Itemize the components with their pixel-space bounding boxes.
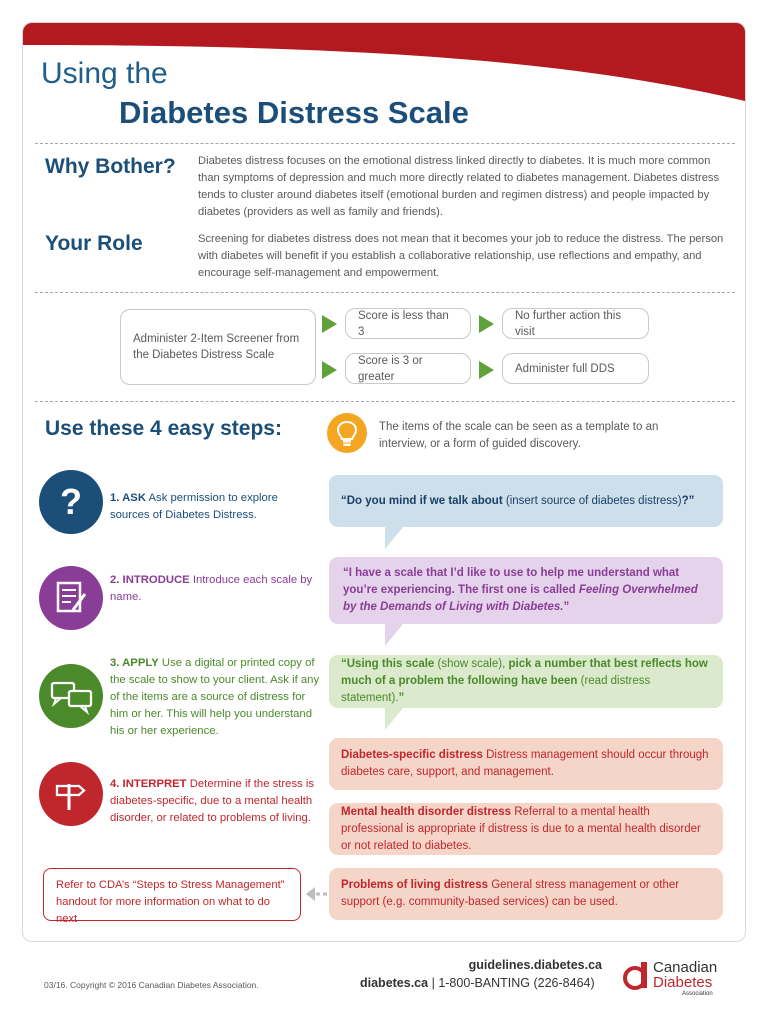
- interpret-title: Mental health disorder distress: [341, 805, 511, 818]
- divider: [35, 401, 735, 402]
- step-apply-text: Use a digital or printed copy of the scale to show to your client. Ask if any of the items are a source of distress for him or her. This will help you understand his or her experience.: [110, 657, 320, 737]
- step-interpret: [110, 776, 320, 827]
- introduce-bubble: [329, 557, 723, 624]
- flow-arrow: [479, 361, 494, 379]
- svg-text:?: ?: [60, 481, 82, 522]
- introduce-bubble-end: ”: [563, 601, 570, 613]
- refer-box: Refer to CDA’s “Steps to Stress Management” handout for more information on what to do next: [43, 868, 301, 921]
- ask-bubble-normal: (insert source of diabetes distress): [505, 494, 682, 507]
- interpret-box-living: [329, 868, 723, 920]
- guidelines-link[interactable]: guidelines.diabetes.ca: [468, 958, 602, 972]
- flow-condition-low: Score is less than 3: [345, 308, 471, 339]
- step-ask: [110, 490, 320, 524]
- interpret-box-diabetes: [329, 738, 723, 790]
- interpret-text: Referral to a mental health professional is appropriate if distress is due to a mental health disorder or not related to diabetes.: [341, 805, 701, 852]
- handout-card: [22, 22, 746, 942]
- logo-line-2: Diabetes: [653, 974, 713, 991]
- step-apply: [110, 655, 320, 740]
- apply-bubble-bold-2: pick a number that best reflects how much of a problem the following have been: [341, 658, 708, 687]
- cda-logo: [622, 960, 732, 1005]
- apply-bubble-bold-1: “Using this scale: [341, 658, 435, 670]
- bubble-tail: [385, 624, 403, 646]
- signpost-icon: [39, 762, 103, 826]
- speech-bubbles-icon: [39, 664, 103, 728]
- your-role-text: Screening for diabetes distress does not mean that it becomes your job to reduce the distress. The person with diabetes will benefit if you establish a collaborative relationship, use reflections and empathy, and encourage self-management and empowerment.: [198, 233, 724, 279]
- step-introduce: [110, 572, 320, 606]
- interpret-title: Problems of living distress: [341, 879, 488, 891]
- question-icon: [39, 470, 103, 534]
- lightbulb-icon: [327, 413, 367, 453]
- why-bother-heading: Why Bother?: [45, 155, 176, 178]
- document-pen-icon: [39, 566, 103, 630]
- interpret-box-mental: [329, 803, 723, 855]
- bubble-tail: [385, 527, 403, 549]
- your-role-heading: Your Role: [45, 232, 143, 255]
- ask-bubble-end: ?”: [681, 494, 695, 507]
- flow-start-box: Administer 2-Item Screener from the Diabetes Distress Scale: [120, 309, 316, 385]
- flow-action-none: No further action this visit: [502, 308, 649, 339]
- ask-bubble: [329, 475, 723, 527]
- contact-line: [360, 976, 595, 990]
- flow-condition-high: Score is 3 or greater: [345, 353, 471, 384]
- apply-bubble-end: ”: [398, 692, 405, 704]
- step-introduce-label: 2. INTRODUCE: [110, 574, 190, 586]
- introduce-bubble-italic: Feeling Overwhelmed by the Demands of Living with Diabetes.: [343, 584, 698, 613]
- why-bother-text: Diabetes distress focuses on the emotional distress linked directly to diabetes. It is much more common than symptoms of depression and much more directly related to diabetes management. Diabetes distress tends to cluster around diabetes itself (emotional burden and regimen distress) and people impacted by diabetes (providers as well as family and friends).: [198, 155, 720, 218]
- introduce-bubble-bold: “I have a scale that I’d like to use to help me understand what you’re experiencing. The first one is called: [343, 567, 680, 596]
- bubble-tail: [385, 708, 403, 730]
- apply-bubble: [329, 655, 723, 708]
- dashed-arrow-left-icon: [306, 885, 330, 903]
- title-line-1: Using the: [41, 57, 168, 90]
- ask-bubble-bold: “Do you mind if we talk about: [341, 494, 503, 507]
- divider: [35, 292, 735, 293]
- steps-heading: Use these 4 easy steps:: [45, 417, 282, 440]
- apply-bubble-normal-2: (read distress statement).: [341, 675, 651, 704]
- separator: |: [431, 976, 435, 990]
- flow-action-full: Administer full DDS: [502, 353, 649, 384]
- logo-line-1: Canadian: [653, 959, 718, 976]
- interpret-title: Diabetes-specific distress: [341, 749, 483, 761]
- step-ask-text: Ask permission to explore sources of Diabetes Distress.: [110, 492, 278, 521]
- logo-line-3: Association: [682, 991, 713, 997]
- step-apply-label: 3. APPLY: [110, 657, 159, 669]
- apply-bubble-normal-1: (show scale),: [437, 658, 506, 670]
- copyright: 03/16. Copyright © 2016 Canadian Diabetes Association.: [44, 980, 259, 990]
- interpret-text: General stress management or other support (e.g. community-based services) can be used.: [341, 879, 680, 908]
- flow-arrow: [322, 315, 337, 333]
- divider: [35, 143, 735, 144]
- step-interpret-text: Determine if the stress is diabetes-specific, due to a mental health disorder, or related to problems of living.: [110, 778, 315, 824]
- step-introduce-text: Introduce each scale by name.: [110, 574, 313, 603]
- page-title: Diabetes Distress Scale: [119, 95, 469, 130]
- step-interpret-label: 4. INTERPRET: [110, 778, 187, 790]
- step-ask-label: 1. ASK: [110, 492, 146, 504]
- tip-text: The items of the scale can be seen as a template to an interview, or a form of guided discovery.: [379, 421, 659, 450]
- interpret-text: Distress management should occur through diabetes care, support, and management.: [341, 749, 709, 778]
- phone-number: 1-800-BANTING (226-8464): [438, 976, 595, 990]
- flow-arrow: [322, 361, 337, 379]
- site-link[interactable]: diabetes.ca: [360, 976, 429, 990]
- flow-arrow: [479, 315, 494, 333]
